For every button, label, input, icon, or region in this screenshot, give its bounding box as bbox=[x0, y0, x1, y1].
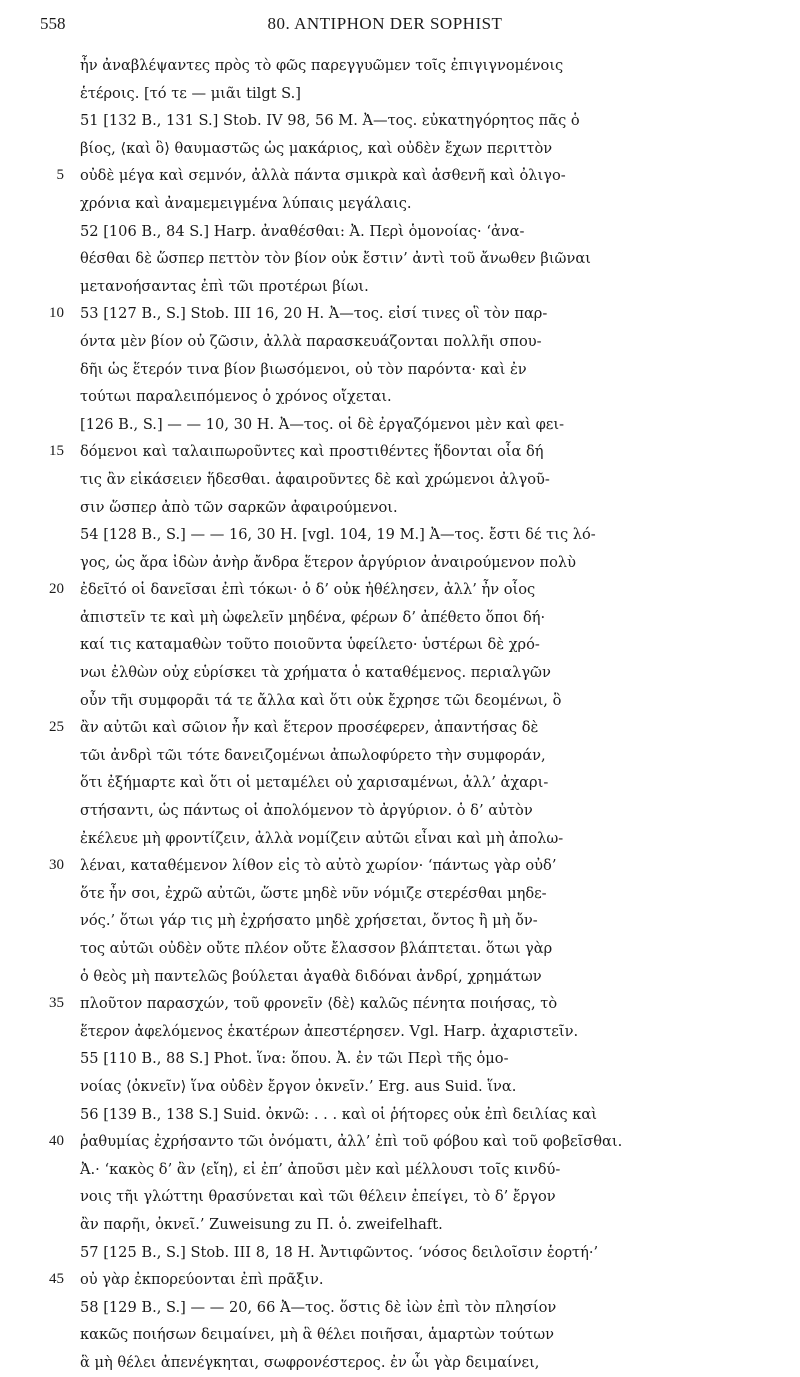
text-line bbox=[80, 1018, 760, 1046]
text-line bbox=[80, 356, 760, 384]
line-text: τις ἂν εἰκάσειεν ἥδεσθαι. ἀφαιροῦντες δὲ καὶ χρώμενοι ἀλγοῦ- bbox=[80, 470, 550, 488]
line-text: ὅτε ἦν σοι, ἐχρῶ αὐτῶι, ὥστε μηδὲ νῦν νόμιζε στερέσθαι μηδε- bbox=[80, 884, 547, 902]
line-text: οὐδὲ μέγα καὶ σεμνόν, ἀλλὰ πάντα σμικρὰ καὶ ἀσθενῆ καὶ ὀλιγο- bbox=[80, 167, 566, 185]
line-number: 45 bbox=[49, 1271, 64, 1288]
line-text: 57 [125 B., S.] Stob. III 8, 18 H. Ἀντιφῶντος. ‘νόσος δειλοῖσιν ἑορτή·’ bbox=[80, 1243, 599, 1261]
line-text: γος, ὡς ἄρα ἰδὼν ἀνὴρ ἄνδρα ἕτερον ἀργύριον ἀναιρούμενον πολὺ bbox=[80, 553, 577, 571]
text-line bbox=[80, 52, 760, 80]
line-text: 55 [110 B., 88 S.] Phot. ἵνα: ὅπου. Ἀ. ἐν τῶι Περὶ τῆς ὁμο- bbox=[80, 1050, 509, 1068]
text-line bbox=[80, 769, 760, 797]
line-text: ῥαθυμίας ἐχρήσαντο τῶι ὀνόματι, ἀλλ’ ἐπὶ τοῦ φόβου καὶ τοῦ φοβεῖσθαι. bbox=[80, 1133, 623, 1151]
text-line bbox=[49, 852, 760, 880]
line-text: 58 [129 B., S.] — — 20, 66 Ἀ—τος. ὅστις δὲ ἰὼν ἐπὶ τὸν πλησίον bbox=[80, 1298, 557, 1316]
text-line bbox=[49, 1128, 760, 1156]
line-text: θέσθαι δὲ ὥσπερ πεττὸν τὸν βίον οὐκ ἔστιν’ ἀντὶ τοῦ ἄνωθεν βιῶναι bbox=[80, 250, 591, 268]
text-line bbox=[80, 604, 760, 632]
line-text: ὅτι ἐξήμαρτε καὶ ὅτι οἱ μεταμέλει οὐ χαρισαμένωι, ἀλλ’ ἀχαρι- bbox=[80, 774, 549, 792]
line-text: ἂν αὐτῶι καὶ σῶιον ἦν καὶ ἕτερον προσέφερεν, ἀπαντήσας δὲ bbox=[80, 719, 539, 737]
line-number: 15 bbox=[49, 443, 64, 460]
line-number: 30 bbox=[49, 857, 64, 874]
line-text: 52 [106 B., 84 S.] Harp. ἀναθέσθαι: Ἀ. Περὶ ὁμονοίας· ‘ἀνα- bbox=[80, 222, 525, 240]
line-text: ἐκέλευε μὴ φροντίζειν, ἀλλὰ νομίζειν αὐτῶι εἶναι καὶ μὴ ἀπολω- bbox=[80, 829, 564, 847]
line-text: τῶι ἀνδρὶ τῶι τότε δανειζομένωι ἀπωλοφύρετο τὴν συμφοράν, bbox=[80, 746, 546, 764]
text-line bbox=[80, 273, 760, 301]
line-text: Ἀ.· ‘κακὸς δ’ ἂν ⟨εἴη⟩, εἰ ἐπ’ ἀποῦσι μὲν καὶ μέλλουσι τοῖς κινδύ- bbox=[80, 1160, 561, 1178]
line-text: 54 [128 B., S.] — — 16, 30 H. [vgl. 104, 19 M.] Ἀ—τος. ἔστι δέ τις λό- bbox=[80, 526, 596, 544]
line-number: 25 bbox=[49, 719, 64, 736]
page-body bbox=[49, 52, 760, 1377]
line-text: ἑτέροις. [τό τε — μιᾶι tilgt S.] bbox=[80, 84, 301, 102]
line-text: ὁ θεὸς μὴ παντελῶς βούλεται ἀγαθὰ διδόναι ἀνδρί, χρημάτων bbox=[80, 967, 542, 985]
line-text: ἂν παρῆι, ὀκνεῖ.’ Zuweisung zu Π. ὁ. zweifelhaft. bbox=[80, 1215, 443, 1233]
text-line bbox=[49, 714, 760, 742]
text-line bbox=[80, 880, 760, 908]
text-line bbox=[49, 438, 760, 466]
line-text: οὐ γὰρ ἐκπορεύονται ἐπὶ πρᾶξιν. bbox=[80, 1271, 324, 1289]
running-head: 80. ANTIPHON DER SOPHIST bbox=[267, 14, 503, 33]
text-line bbox=[80, 466, 760, 494]
text-line bbox=[80, 245, 760, 273]
text-line bbox=[80, 1211, 760, 1239]
line-text: στήσαντι, ὡς πάντως οἱ ἀπολόμενον τὸ ἀργύριον. ὁ δ’ αὐτὸν bbox=[80, 802, 533, 820]
text-line bbox=[80, 135, 760, 163]
line-text: ἃ μὴ θέλει ἀπενέγκηται, σωφρονέστερος. ἐν ὧι γὰρ δειμαίνει, bbox=[80, 1353, 540, 1371]
text-line bbox=[80, 1349, 760, 1377]
text-line bbox=[80, 742, 760, 770]
line-text: οὖν τῆι συμφορᾶι τά τε ἄλλα καὶ ὅτι οὐκ ἔχρησε τῶι δεομένωι, ὃ bbox=[80, 691, 562, 709]
line-text: κακῶς ποιήσων δειμαίνει, μὴ ἃ θέλει ποιῆσαι, ἁμαρτὼν τούτων bbox=[80, 1326, 554, 1344]
text-line bbox=[80, 190, 760, 218]
text-line bbox=[80, 631, 760, 659]
text-line bbox=[80, 1156, 760, 1184]
line-number: 40 bbox=[49, 1133, 64, 1150]
text-line bbox=[80, 328, 760, 356]
line-text: δόμενοι καὶ ταλαιπωροῦντες καὶ προστιθέντες ἥδονται οἷα δή bbox=[80, 443, 544, 461]
line-text: ἐδεῖτό οἱ δανεῖσαι ἐπὶ τόκωι· ὁ δ’ οὐκ ἠθέλησεν, ἀλλ’ ἦν οἷος bbox=[80, 581, 536, 599]
text-line bbox=[49, 300, 760, 328]
text-line bbox=[80, 1101, 760, 1129]
text-line bbox=[80, 935, 760, 963]
line-text: χρόνια καὶ ἀναμεμειγμένα λύπαις μεγάλαις. bbox=[80, 194, 412, 212]
line-text: νός.’ ὅτωι γάρ τις μὴ ἐχρήσατο μηδὲ χρήσεται, ὄντος ἢ μὴ ὄν- bbox=[80, 912, 538, 930]
text-line bbox=[49, 576, 760, 604]
line-text: τούτωι παραλειπόμενος ὁ χρόνος οἴχεται. bbox=[80, 388, 392, 406]
text-line bbox=[80, 1239, 760, 1267]
text-line bbox=[80, 218, 760, 246]
text-line bbox=[49, 1266, 760, 1294]
text-line bbox=[80, 907, 760, 935]
line-number: 35 bbox=[49, 995, 64, 1012]
text-line bbox=[49, 990, 760, 1018]
page-header bbox=[40, 14, 730, 38]
line-text: ἕτερον ἀφελόμενος ἑκατέρων ἀπεστέρησεν. Vgl. Harp. ἀχαριστεῖν. bbox=[80, 1022, 579, 1040]
line-text: δῆι ὡς ἕτερόν τινα βίον βιωσόμενοι, οὐ τὸν παρόντα· καὶ ἐν bbox=[80, 360, 527, 378]
line-text: όντα μὲν βίον οὐ ζῶσιν, ἀλλὰ παρασκευάζονται πολλῆι σπου- bbox=[80, 332, 542, 350]
text-line bbox=[80, 1294, 760, 1322]
line-number: 10 bbox=[49, 305, 64, 322]
line-number: 5 bbox=[56, 167, 64, 184]
text-line bbox=[80, 687, 760, 715]
line-text: πλοῦτον παρασχών, τοῦ φρονεῖν ⟨δὲ⟩ καλῶς πένητα ποιήσας, τὸ bbox=[80, 995, 558, 1013]
text-line bbox=[80, 521, 760, 549]
line-text: [126 B., S.] — — 10, 30 H. Ἀ—τος. οἱ δὲ ἐργαζόμενοι μὲν καὶ φει- bbox=[80, 415, 564, 433]
line-text: 51 [132 B., 131 S.] Stob. IV 98, 56 M. Ἀ—τος. εὐκατηγόρητος πᾶς ὁ bbox=[80, 112, 580, 130]
text-line bbox=[80, 797, 760, 825]
text-line bbox=[56, 162, 760, 190]
line-text: ἦν ἀναβλέψαντες πρὸς τὸ φῶς παρεγγυῶμεν τοῖς ἐπιγιγνομένοις bbox=[80, 57, 564, 74]
line-text: νοις τῆι γλώττηι θρασύνεται καὶ τῶι θέλειν ἐπείγει, τὸ δ’ ἔργον bbox=[80, 1188, 556, 1206]
text-line bbox=[80, 1073, 760, 1101]
line-text: λέναι, καταθέμενον λίθον εἰς τὸ αὐτὸ χωρίον· ‘πάντως γὰρ οὐδ’ bbox=[80, 857, 557, 875]
line-text: 56 [139 B., 138 S.] Suid. ὀκνῶ: . . . καὶ οἱ ῥήτορες οὐκ ἐπὶ δειλίας καὶ bbox=[80, 1105, 597, 1123]
line-text: νοίας ⟨ὀκνεῖν⟩ ἵνα οὐδὲν ἔργον ὀκνεῖν.’ Erg. aus Suid. ἵνα. bbox=[80, 1077, 517, 1095]
text-line bbox=[80, 411, 760, 439]
line-text: βίος, ⟨καὶ ὃ⟩ θαυμαστῶς ὡς μακάριος, καὶ οὐδὲν ἔχων περιττὸν bbox=[80, 139, 553, 157]
text-line bbox=[80, 1045, 760, 1073]
text-line bbox=[80, 1183, 760, 1211]
text-line bbox=[80, 825, 760, 853]
line-text: σιν ὥσπερ ἀπὸ τῶν σαρκῶν ἀφαιρούμενοι. bbox=[80, 498, 398, 516]
text-line bbox=[80, 963, 760, 991]
line-number: 20 bbox=[49, 581, 64, 598]
line-text: 53 [127 B., S.] Stob. III 16, 20 H. Ἀ—τος. εἰσί τινες οἳ τὸν παρ- bbox=[80, 305, 548, 323]
text-line bbox=[80, 1321, 760, 1349]
line-text: καί τις καταμαθὼν τοῦτο ποιοῦντα ὑφείλετο· ὑστέρωι δὲ χρό- bbox=[80, 636, 540, 654]
text-line bbox=[80, 383, 760, 411]
line-text: μετανοήσαντας ἐπὶ τῶι προτέρωι βίωι. bbox=[80, 277, 369, 295]
line-text: νωι ἐλθὼν οὐχ εὑρίσκει τὰ χρήματα ὁ καταθέμενος. περιαλγῶν bbox=[80, 664, 551, 682]
text-line bbox=[80, 494, 760, 522]
text-line bbox=[80, 107, 760, 135]
text-line bbox=[80, 659, 760, 687]
text-line bbox=[80, 549, 760, 577]
line-text: ἀπιστεῖν τε καὶ μὴ ὠφελεῖν μηδένα, φέρων δ’ ἀπέθετο ὅποι δή· bbox=[80, 608, 546, 626]
text-line bbox=[80, 80, 760, 108]
page-number: 558 bbox=[40, 14, 66, 33]
line-text: τος αὐτῶι οὐδὲν οὔτε πλέον οὔτε ἔλασσον βλάπτεται. ὅτωι γὰρ bbox=[80, 940, 553, 957]
